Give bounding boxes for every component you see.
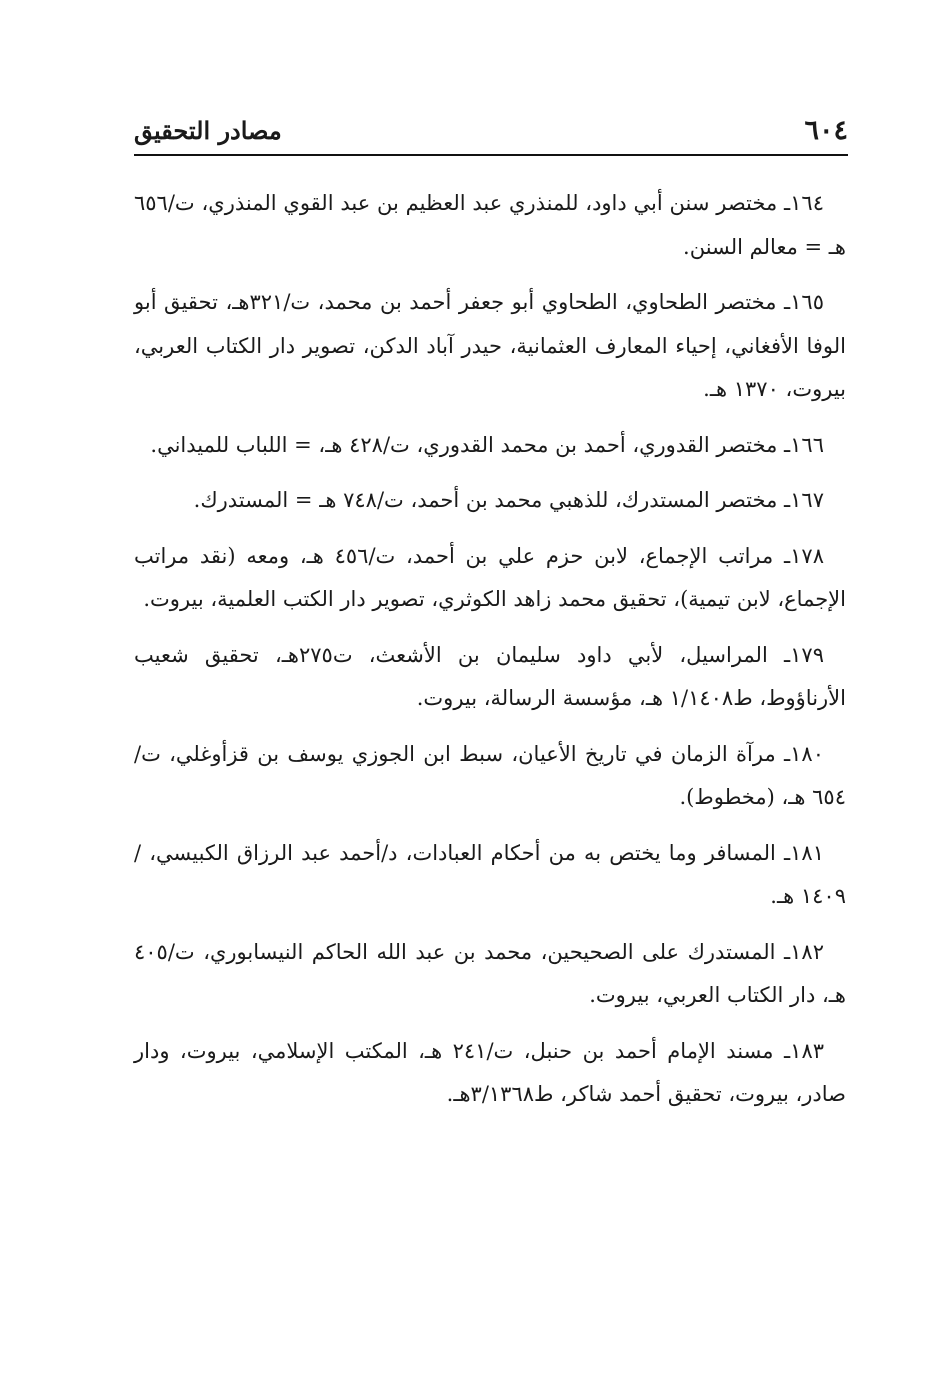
- header-rule: [134, 154, 848, 156]
- bibliography-entry: ١٨٠ـ مرآة الزمان في تاريخ الأعيان، سبط ابن الجوزي يوسف بن قزأوغلي، ت/٦٥٤ هـ، (مخطوط).: [134, 741, 846, 809]
- bibliography-entry: ١٧٩ـ المراسيل، لأبي داود سليمان بن الأشعث، ت٢٧٥هـ، تحقيق شعيب الأرناؤوط، ط١/١٤٠٨ هـ، مؤسسة الرسالة، بيروت.: [134, 642, 846, 710]
- bibliography-entry: ١٦٦ـ مختصر القدوري، أحمد بن محمد القدوري، ت/٤٢٨ هـ، = اللباب للميداني.: [150, 432, 824, 457]
- bibliography-entry: ١٨٣ـ مسند الإمام أحمد بن حنبل، ت/٢٤١ هـ، المكتب الإسلامي، بيروت، ودار صادر، بيروت، تحقيق أحمد شاكر، ط٣/١٣٦٨هـ.: [134, 1038, 846, 1106]
- page-header: [134, 112, 848, 154]
- bibliography-entry: ١٨٢ـ المستدرك على الصحيحين، محمد بن عبد الله الحاكم النيسابوري، ت/٤٠٥ هـ، دار الكتاب العربي، بيروت.: [134, 939, 846, 1007]
- bibliography-entry: ١٦٤ـ مختصر سنن أبي داود، للمنذري عبد العظيم بن عبد القوي المنذري، ت/٦٥٦ هـ = معالم السنن.: [134, 191, 846, 259]
- bibliography-entry: ١٦٥ـ مختصر الطحاوي، الطحاوي أبو جعفر أحمد بن محمد، ت/٣٢١هـ، تحقيق أبو الوفا الأفغاني، إحياء المعارف العثمانية، حيدر آباد الدكن، تصوير دار الكتاب العربي، بيروت، ١٣٧٠ هـ.: [134, 290, 846, 401]
- bibliography-entry: ١٧٨ـ مراتب الإجماع، لابن حزم علي بن أحمد، ت/٤٥٦ هـ، ومعه (نقد مراتب الإجماع، لابن تيمية)، تحقيق محمد زاهد الكوثري، تصوير دار الكتب العلمية، بيروت.: [134, 543, 846, 611]
- bibliography-list: [134, 182, 846, 1129]
- bibliography-entry: ١٨١ـ المسافر وما يختص به من أحكام العبادات، د/أحمد عبد الرزاق الكبيسي، /١٤٠٩ هـ.: [134, 840, 846, 908]
- page-number: ٦٠٤: [804, 115, 848, 146]
- bibliography-entry: ١٦٧ـ مختصر المستدرك، للذهبي محمد بن أحمد، ت/٧٤٨ هـ = المستدرك.: [193, 488, 824, 512]
- running-title: مصادر التحقيق: [134, 116, 282, 145]
